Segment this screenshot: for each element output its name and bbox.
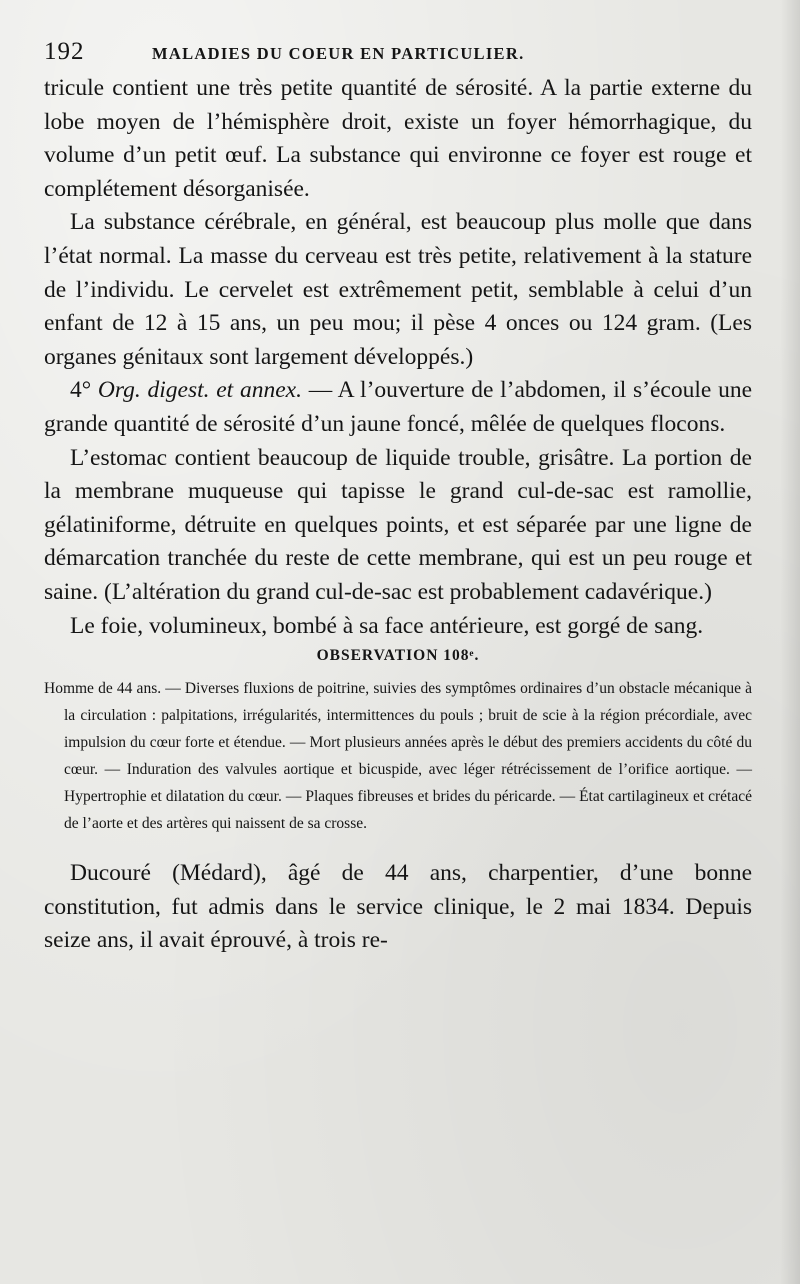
paragraph-stomach: L’estomac contient beaucoup de liquide trouble, grisâtre. La portion de la membrane muqueuse qui tapisse le grand cul-de-sac est ramollie, gélatiniforme, détruite en quelques points, et est séparée par une ligne de démarcation tranchée du reste de cette membrane, qui est un peu rouge et saine. (L’altération du grand cul-de-sac est probablement cadavérique.): [44, 444, 752, 605]
paragraph-continuation: tricule contient une très petite quantité de sérosité. A la partie externe du lobe moyen de l’hémisphère droit, existe un foyer hémorrhagique, du volume d’un petit œuf. La substance qui environne ce foyer est rouge et complétement désorganisée.: [44, 75, 752, 202]
paragraph-case-intro: Ducouré (Médard), âgé de 44 ans, charpentier, d’une bonne constitution, fut admis dans le service clinique, le 2 mai 1834. Depuis seize ans, il avait éprouvé, à trois re-: [44, 860, 752, 954]
running-title: MALADIES DU COEUR EN PARTICULIER.: [152, 44, 525, 63]
section-number: 4°: [70, 377, 98, 404]
observation-summary: Homme de 44 ans. — Diverses fluxions de poitrine, suivies des symptômes ordinaires d’un obstacle mécanique à la circulation : palpitations, irrégularités, intermittences du pouls ; bruit de scie à la région précordiale, avec impulsion du cœur forte et étendue. — Mort plusieurs années après le début des premiers accidents du côté du cœur. — Induration des valvules aortique et bicuspide, avec léger rétrécissement de l’orifice aortique. — Hypertrophie et dilatation du cœur. — Plaques fibreuses et brides du péricarde. — État cartilagineux et crétacé de l’aorte et des artères qui naissent de sa crosse.: [44, 680, 752, 833]
page-number: 192: [44, 38, 85, 65]
section-text: — A l’ouverture de l’abdomen, il s’écoule une grande quantité de sérosité d’un jaune foncé, mêlée de quelques flocons.: [44, 377, 752, 437]
section-title-italic: Org. digest. et annex.: [97, 377, 302, 404]
running-head: [44, 38, 752, 68]
paragraph-brain-substance: La substance cérébrale, en général, est beaucoup plus molle que dans l’état normal. La masse du cerveau est très petite, relativement à la stature de l’individu. Le cervelet est extrêmement petit, semblable à celui d’un enfant de 12 à 15 ans, un peu mou; il pèse 4 onces ou 124 gram. (Les organes génitaux sont largement développés.): [44, 209, 752, 370]
paragraph-digestive-organs: [44, 374, 752, 441]
observation-heading: OBSERVATION 108ᵉ.: [316, 647, 480, 665]
paragraph-liver: Le foie, volumineux, bombé à sa face antérieure, est gorgé de sang.: [70, 612, 704, 639]
